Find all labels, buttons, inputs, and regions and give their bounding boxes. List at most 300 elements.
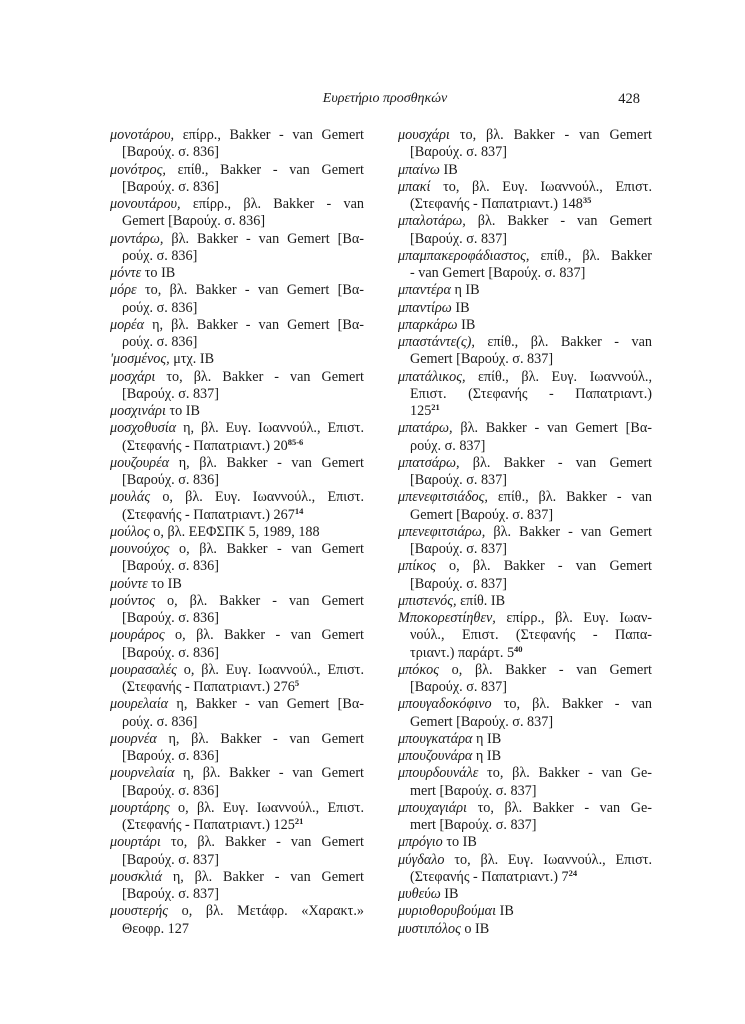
- index-entry: [398, 558, 652, 593]
- entry-continuation-line: [110, 179, 364, 196]
- headword: μοσχινάρι: [110, 403, 166, 419]
- entry-first-line: [398, 886, 652, 903]
- index-entry: [110, 524, 364, 541]
- entry-text: το, βλ. Bakker - van Gemert [Βα-: [144, 282, 364, 299]
- entry-text: η, Bakker - van Gemert [Βα-: [176, 696, 364, 713]
- headword: μουρνελαία: [110, 765, 175, 782]
- index-entry: [398, 179, 652, 214]
- entry-first-line: [110, 627, 364, 644]
- entry-continuation-line: [398, 679, 652, 696]
- entry-text: ρούχ. σ. 836]: [122, 334, 198, 350]
- index-entry: [110, 403, 364, 420]
- entry-text: [Βαρούχ. σ. 837]: [410, 541, 507, 557]
- index-entry: [398, 127, 652, 162]
- footnote-superscript: 24: [568, 867, 578, 878]
- entry-text: ο, βλ. Bakker - van Gemert: [449, 558, 652, 575]
- entry-first-line: [110, 765, 364, 782]
- entry-text: το, βλ. Bakker - van Gemert: [166, 368, 364, 385]
- entry-text: το IB: [151, 575, 182, 592]
- entry-text: ο, βλ. Bakker - van Gemert: [175, 627, 364, 644]
- headword: μπαίνω: [398, 161, 440, 178]
- entry-text: (Στεφανής - Παπατριαντ.) 148: [410, 196, 583, 212]
- entry-text: [Βαρούχ. σ. 837]: [122, 886, 219, 902]
- headword: μπόκος: [398, 661, 439, 678]
- index-entry: [110, 265, 364, 282]
- entry-text: επίθ. IB: [460, 592, 506, 609]
- index-entry: [110, 541, 364, 576]
- headword: μουρτάρι: [110, 834, 161, 851]
- headword: μπενεφιτσιάρω,: [398, 523, 486, 540]
- entry-first-line: [398, 489, 652, 506]
- headword: μοντάρω,: [110, 230, 164, 247]
- entry-text: το, βλ. Ευγ. Ιωαννούλ., Επιστ.: [454, 851, 652, 868]
- headword: μπατάλικος,: [398, 368, 466, 385]
- index-entry: [110, 489, 364, 524]
- entry-text: το, βλ. Bakker - van Ge-: [487, 765, 652, 782]
- entry-first-line: [110, 351, 364, 368]
- entry-text: [Βαρούχ. σ. 837]: [122, 851, 219, 868]
- index-entry: [110, 696, 364, 731]
- entry-first-line: [398, 455, 652, 472]
- entry-text: [Βαρούχ. σ. 836]: [122, 748, 219, 764]
- index-entry: [398, 852, 652, 887]
- headword: μουρτάρης: [110, 799, 170, 816]
- entry-continuation-line: [110, 610, 364, 627]
- entry-text: (Στεφανής - Παπατριαντ.) 267: [122, 506, 295, 523]
- index-column-left: [110, 127, 364, 938]
- entry-first-line: [398, 731, 652, 748]
- headword: 'μοσμένος,: [110, 351, 170, 368]
- headword: μπιστενός,: [398, 592, 457, 609]
- headword: μπουρδουνάλε: [398, 765, 479, 782]
- index-entry: [110, 317, 364, 352]
- entry-text: Gemert [Βαρούχ. σ. 836]: [122, 213, 266, 230]
- footnote-superscript: 40: [514, 643, 523, 654]
- headword: μπουζουνάρα: [398, 748, 473, 764]
- entry-text: [Βαρούχ. σ. 836]: [122, 558, 219, 575]
- entry-text: (Στεφανής - Παπατριαντ.) 20: [122, 437, 288, 454]
- running-header-title: Ευρετήριο προσθηκών: [322, 91, 448, 106]
- headword: μπαλοτάρω,: [398, 213, 466, 230]
- index-entry: [110, 800, 364, 835]
- entry-text: επίθ., βλ. Bakker - van: [487, 334, 652, 350]
- index-entry: [398, 748, 652, 765]
- headword: μουστερής: [110, 903, 168, 920]
- footnote-superscript: 14: [294, 505, 304, 516]
- entry-first-line: [110, 903, 364, 920]
- entry-first-line: [110, 455, 364, 472]
- index-entry: [398, 886, 652, 903]
- index-entry: [110, 593, 364, 628]
- entry-text: [Βαρούχ. σ. 836]: [122, 178, 219, 195]
- entry-text: ο, βλ. Ευγ. Ιωαννούλ., Επιστ.: [162, 489, 364, 506]
- page-number: 428: [618, 91, 640, 107]
- entry-first-line: [110, 403, 364, 420]
- entry-first-line: [398, 162, 652, 179]
- headword: μούντος: [110, 592, 155, 609]
- entry-text: [Βαρούχ. σ. 837]: [410, 679, 507, 695]
- headword: μπουγκατάρα: [398, 730, 473, 747]
- entry-continuation-line: [110, 748, 364, 765]
- entry-text: [Βαρούχ. σ. 837]: [410, 230, 507, 247]
- entry-first-line: [398, 852, 652, 869]
- entry-text: ο, βλ. Μετάφρ. «Χαρακτ.»: [181, 903, 364, 920]
- index-entry: [110, 765, 364, 800]
- entry-continuation-line: [398, 472, 652, 489]
- entry-continuation-line: [398, 507, 652, 524]
- index-entry: [398, 455, 652, 490]
- entry-text: η IB: [454, 282, 480, 299]
- entry-first-line: [398, 662, 652, 679]
- entry-text: η, βλ. Bakker - van Gemert: [168, 730, 364, 747]
- entry-first-line: [110, 162, 364, 179]
- entry-text: [Βαρούχ. σ. 837]: [410, 472, 507, 488]
- entry-text: η, βλ. Bakker - van Gemert: [172, 868, 364, 885]
- entry-text: η IB: [475, 748, 502, 764]
- index-entry: [398, 765, 652, 800]
- entry-text: το, βλ. Bakker - van: [503, 696, 652, 713]
- entry-first-line: [398, 748, 652, 765]
- entry-continuation-line: [110, 679, 364, 696]
- entry-text: [Βαρούχ. σ. 837]: [410, 144, 507, 161]
- index-entry: [398, 317, 652, 334]
- entry-text: βλ. Bakker - van Gemert [Βα-: [171, 230, 364, 247]
- entry-text: η, βλ. Ευγ. Ιωαννούλ., Επιστ.: [183, 420, 364, 437]
- entry-text: IB: [455, 299, 470, 316]
- headword: μυστιπόλος: [398, 920, 461, 937]
- entry-continuation-line: [110, 852, 364, 869]
- headword: μπαντέρα: [398, 282, 451, 299]
- entry-continuation-line: [110, 817, 364, 834]
- index-entry: [110, 231, 364, 266]
- entry-first-line: [110, 231, 364, 248]
- entry-first-line: [398, 610, 652, 627]
- entry-continuation-line: [398, 869, 652, 886]
- entry-text: το, βλ. Bakker - van Gemert: [459, 127, 652, 143]
- entry-first-line: [398, 300, 652, 317]
- index-entry: [110, 869, 364, 904]
- headword: μορέα: [110, 316, 145, 333]
- footnote-superscript: 85-6: [287, 436, 304, 447]
- footnote-superscript: 21: [294, 816, 304, 826]
- entry-text: Gemert [Βαρούχ. σ. 837]: [410, 351, 554, 368]
- headword: μοσχοθυσία: [110, 420, 177, 437]
- entry-first-line: [110, 127, 364, 144]
- index-entry: [110, 903, 364, 938]
- headword: μπακί: [398, 178, 431, 195]
- entry-first-line: [110, 282, 364, 299]
- index-entry: [110, 627, 364, 662]
- index-entry: [398, 610, 652, 662]
- entry-text: Επιστ. (Στεφανής - Παπατριαντ.): [410, 385, 652, 402]
- footnote-superscript: 35: [582, 195, 592, 205]
- entry-first-line: [110, 834, 364, 851]
- entry-text: [Βαρούχ. σ. 836]: [122, 610, 219, 626]
- entry-text: επίθ., βλ. Bakker: [540, 247, 652, 264]
- headword: μπουγαδοκόφινο: [398, 696, 492, 713]
- entry-first-line: [398, 179, 652, 196]
- entry-text: επίθ., Bakker - van Gemert: [177, 161, 364, 178]
- entry-text: τριαντ.) παράρτ. 5: [410, 644, 515, 661]
- entry-text: μτχ. IB: [173, 351, 215, 368]
- entry-continuation-line: [398, 714, 652, 731]
- entry-first-line: [110, 731, 364, 748]
- headword: μονοτάρου,: [110, 127, 175, 143]
- entry-continuation-line: [110, 886, 364, 903]
- headword: μουσχάρι: [398, 127, 450, 143]
- index-entry: [398, 248, 652, 283]
- entry-continuation-line: [110, 714, 364, 731]
- entry-text: το, βλ. Bakker - van Gemert: [170, 834, 364, 851]
- index-column-right: [398, 127, 652, 938]
- entry-text: - van Gemert [Βαρούχ. σ. 837]: [410, 265, 586, 281]
- entry-text: βλ. Bakker - van Gemert: [472, 454, 652, 471]
- headword: μπαντίρω: [398, 299, 452, 316]
- entry-text: η, βλ. Bakker - van Gemert: [178, 454, 364, 471]
- entry-text: 125: [410, 403, 432, 419]
- headword: μύγδαλο: [398, 851, 445, 868]
- entry-text: η IB: [476, 730, 502, 747]
- entry-continuation-line: [110, 248, 364, 265]
- index-entry: [398, 334, 652, 369]
- entry-continuation-line: [398, 541, 652, 558]
- index-entry: [110, 834, 364, 869]
- entry-text: [Βαρούχ. σ. 837]: [122, 385, 219, 402]
- entry-continuation-line: [110, 334, 364, 351]
- entry-text: το IB: [446, 834, 477, 851]
- entry-first-line: [398, 248, 652, 265]
- entry-text: ο, βλ. ΕΕΦΣΠΚ 5, 1989, 188: [153, 523, 320, 540]
- entry-first-line: [398, 369, 652, 386]
- index-entry: [398, 834, 652, 851]
- entry-text: ρούχ. σ. 836]: [122, 299, 198, 316]
- headword: μουσκλιά: [110, 868, 163, 885]
- entry-first-line: [398, 696, 652, 713]
- headword: μούλος: [110, 523, 150, 540]
- entry-text: Gemert [Βαρούχ. σ. 837]: [410, 506, 554, 523]
- index-entry: [110, 351, 364, 368]
- entry-text: (Στεφανής - Παπατριαντ.) 276: [122, 679, 295, 695]
- entry-text: επίρρ., Bakker - van Gemert: [182, 127, 364, 143]
- headword: μόρε: [110, 282, 137, 299]
- entry-first-line: [398, 903, 652, 920]
- entry-text: η, βλ. Bakker - van Gemert [Βα-: [152, 316, 364, 333]
- headword: μουλάς: [110, 489, 151, 506]
- index-entry: [398, 524, 652, 559]
- entry-first-line: [398, 524, 652, 541]
- entry-first-line: [110, 524, 364, 541]
- headword: μυθεύω: [398, 886, 441, 902]
- entry-text: mert [Βαρούχ. σ. 837]: [410, 817, 537, 833]
- entry-first-line: [398, 834, 652, 851]
- index-entry: [110, 455, 364, 490]
- entry-text: το, βλ. Ευγ. Ιωαννούλ., Επιστ.: [443, 178, 652, 195]
- entry-text: ο IB: [464, 920, 490, 937]
- entry-first-line: [110, 489, 364, 506]
- index-entry: [398, 662, 652, 697]
- entry-text: επίρρ., βλ. Ευγ. Ιωαν-: [506, 610, 652, 626]
- entry-first-line: [110, 317, 364, 334]
- entry-continuation-line: [398, 144, 652, 161]
- entry-text: mert [Βαρούχ. σ. 837]: [410, 782, 537, 799]
- entry-continuation-line: [110, 507, 364, 524]
- headword: μουζουρέα: [110, 454, 170, 471]
- entry-continuation-line: [110, 438, 364, 455]
- entry-first-line: [398, 213, 652, 230]
- entry-first-line: [110, 662, 364, 679]
- entry-continuation-line: [398, 265, 652, 282]
- entry-continuation-line: [110, 558, 364, 575]
- entry-first-line: [110, 696, 364, 713]
- index-entry: [110, 731, 364, 766]
- entry-text: Θεοφρ. 127: [122, 920, 189, 937]
- headword: μονουτάρου,: [110, 196, 181, 212]
- index-entry: [110, 162, 364, 197]
- entry-continuation-line: [110, 213, 364, 230]
- entry-continuation-line: [398, 817, 652, 834]
- entry-text: το IB: [169, 403, 200, 419]
- index-entry: [110, 369, 364, 404]
- headword: μονότρος,: [110, 161, 166, 178]
- index-entry: [110, 576, 364, 593]
- entry-continuation-line: [398, 231, 652, 248]
- entry-continuation-line: [398, 386, 652, 403]
- entry-continuation-line: [398, 403, 652, 420]
- entry-text: το, βλ. Bakker - van Ge-: [477, 799, 652, 816]
- footnote-superscript: 21: [431, 402, 440, 412]
- entry-text: το IB: [144, 265, 176, 281]
- entry-first-line: [398, 558, 652, 575]
- entry-text: η, βλ. Bakker - van Gemert: [183, 765, 364, 782]
- entry-text: ρούχ. σ. 837]: [410, 437, 486, 454]
- entry-text: [Βαρούχ. σ. 836]: [122, 472, 219, 488]
- entry-first-line: [398, 282, 652, 299]
- entry-text: ρούχ. σ. 836]: [122, 247, 198, 264]
- entry-first-line: [110, 369, 364, 386]
- entry-first-line: [110, 576, 364, 593]
- entry-first-line: [110, 593, 364, 610]
- headword: μπενεφιτσιάδος,: [398, 489, 488, 506]
- entry-first-line: [110, 420, 364, 437]
- entry-text: [Βαρούχ. σ. 837]: [410, 575, 507, 592]
- index-entry: [110, 127, 364, 162]
- headword: Μποκορεστίηθεν,: [398, 610, 496, 626]
- entry-continuation-line: [398, 627, 652, 644]
- entry-first-line: [110, 196, 364, 213]
- entry-continuation-line: [398, 351, 652, 368]
- entry-text: IB: [444, 886, 459, 902]
- headword: μπίκος: [398, 558, 436, 575]
- entry-text: [Βαρούχ. σ. 836]: [122, 782, 219, 799]
- entry-first-line: [398, 334, 652, 351]
- entry-text: IB: [461, 316, 476, 333]
- headword: μπαρκάρω: [398, 316, 458, 333]
- headword: μουνούχος: [110, 541, 170, 557]
- entry-continuation-line: [398, 645, 652, 662]
- entry-text: ο, βλ. Bakker - van Gemert: [179, 541, 364, 557]
- entry-text: επίθ., βλ. Bakker - van: [497, 489, 652, 506]
- entry-first-line: [110, 541, 364, 558]
- entry-continuation-line: [398, 196, 652, 213]
- index-entry: [398, 903, 652, 920]
- entry-text: ο, βλ. Bakker - van Gemert: [451, 661, 652, 678]
- entry-continuation-line: [110, 783, 364, 800]
- index-entry: [398, 921, 652, 938]
- entry-first-line: [398, 420, 652, 437]
- entry-text: ο, βλ. Ευγ. Ιωαννούλ., Επιστ.: [177, 799, 364, 816]
- index-entry: [398, 696, 652, 731]
- index-entry: [110, 420, 364, 455]
- entry-text: επίρρ., βλ. Bakker - van: [192, 196, 364, 212]
- footnote-superscript: 5: [294, 678, 300, 688]
- entry-text: ο, βλ. Ευγ. Ιωαννούλ., Επιστ.: [183, 661, 364, 678]
- headword: μουρνέα: [110, 730, 157, 747]
- entry-text: IB: [499, 903, 514, 920]
- headword: μπαμπακεροφάδιαστος,: [398, 247, 530, 264]
- entry-first-line: [398, 317, 652, 334]
- index-entry: [398, 369, 652, 421]
- index-entry: [398, 593, 652, 610]
- entry-continuation-line: [398, 576, 652, 593]
- index-entry: [398, 162, 652, 179]
- index-entry: [398, 282, 652, 299]
- headword: μπατσάρω,: [398, 454, 460, 471]
- entry-continuation-line: [110, 472, 364, 489]
- entry-text: (Στεφανής - Παπατριαντ.) 125: [122, 817, 295, 833]
- headword: μουράρος: [110, 627, 165, 644]
- entry-text: (Στεφανής - Παπατριαντ.) 7: [410, 868, 569, 885]
- index-entry: [398, 300, 652, 317]
- entry-first-line: [398, 593, 652, 610]
- headword: μπαστάντε(ς),: [398, 334, 475, 350]
- index-entry: [398, 800, 652, 835]
- headword: μουρασαλές: [110, 661, 177, 678]
- entry-text: βλ. Bakker - van Gemert [Βα-: [460, 420, 652, 437]
- entry-continuation-line: [110, 300, 364, 317]
- headword: μπρόγιο: [398, 834, 443, 851]
- entry-text: βλ. Bakker - van Gemert: [477, 213, 652, 230]
- entry-first-line: [398, 127, 652, 144]
- headword: μπουχαγιάρι: [398, 799, 467, 816]
- entry-text: ρούχ. σ. 836]: [122, 713, 198, 730]
- index-entry: [110, 196, 364, 231]
- entry-text: επίθ., βλ. Ευγ. Ιωαννούλ.,: [478, 368, 652, 385]
- headword: μπατάρω,: [398, 420, 453, 437]
- index-entry: [398, 420, 652, 455]
- index-entry: [398, 731, 652, 748]
- entry-text: [Βαρούχ. σ. 836]: [122, 644, 219, 661]
- index-entry: [398, 489, 652, 524]
- entry-text: βλ. Bakker - van Gemert: [493, 523, 652, 540]
- entry-continuation-line: [110, 645, 364, 662]
- index-entry: [110, 282, 364, 317]
- entry-first-line: [110, 265, 364, 282]
- entry-continuation-line: [398, 438, 652, 455]
- headword: μουρελαία: [110, 696, 169, 713]
- entry-continuation-line: [110, 921, 364, 938]
- entry-text: νούλ., Επιστ. (Στεφανής - Παπα-: [410, 627, 652, 644]
- entry-first-line: [398, 800, 652, 817]
- headword: μούντε: [110, 575, 148, 592]
- entry-continuation-line: [398, 783, 652, 800]
- headword: μόντε: [110, 265, 142, 281]
- entry-first-line: [110, 869, 364, 886]
- entry-continuation-line: [110, 144, 364, 161]
- entry-text: Gemert [Βαρούχ. σ. 837]: [410, 713, 554, 730]
- headword: μυριοθορυβούμαι: [398, 903, 497, 920]
- entry-text: IB: [443, 161, 458, 178]
- entry-text: [Βαρούχ. σ. 836]: [122, 144, 219, 161]
